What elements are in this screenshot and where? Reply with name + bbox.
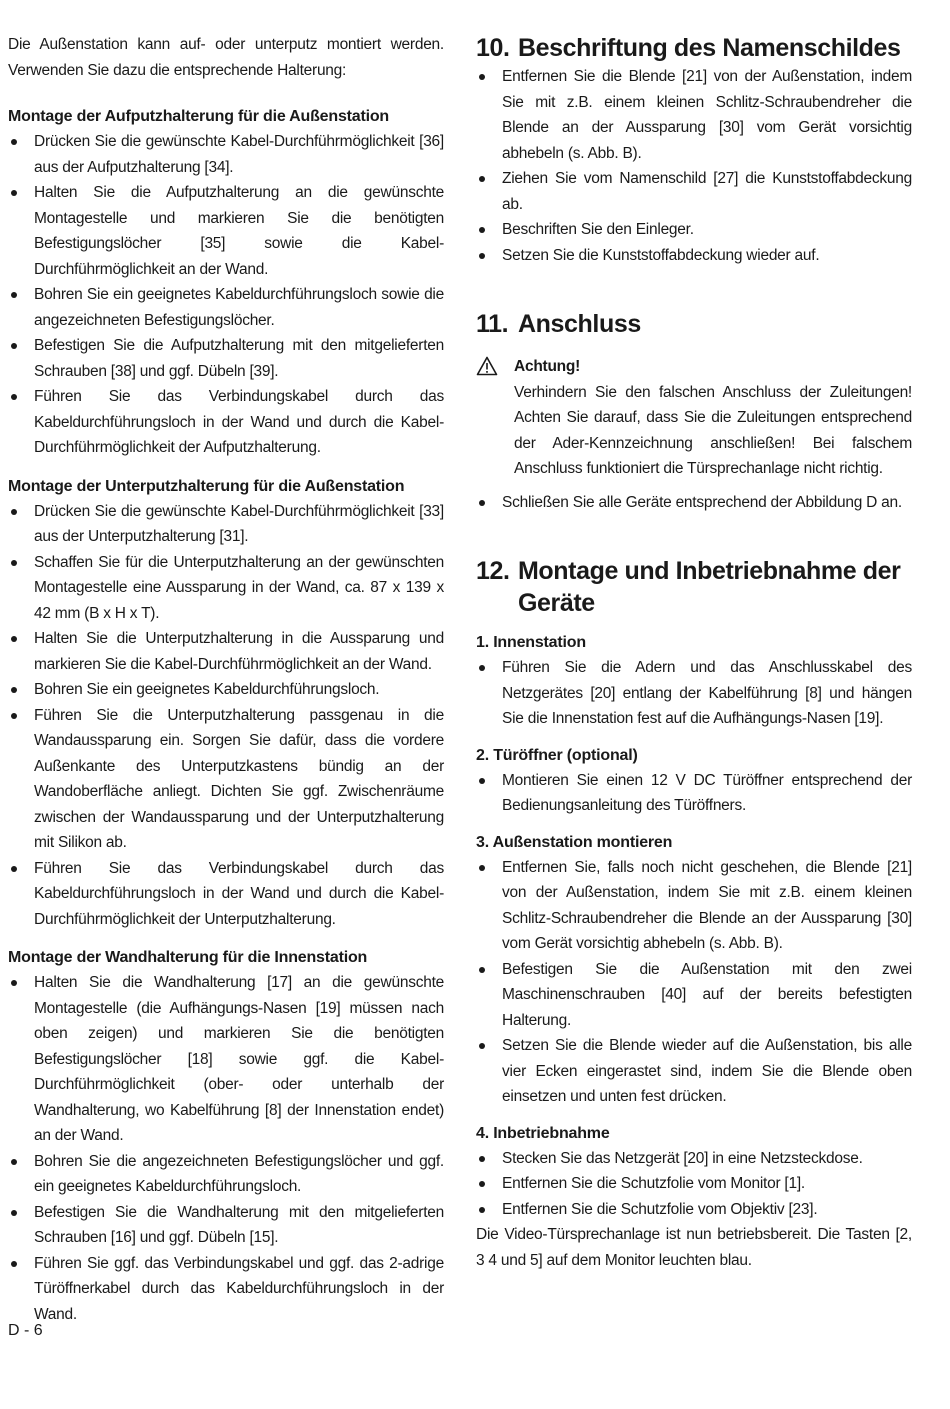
chapter-title: Beschriftung des Namenschildes [518, 34, 901, 62]
list-item: Führen Sie die Adern und das Anschlusskabel des Netzgerätes [20] entlang der Kabelführung [8] und hängen Sie die Innenstation fest auf die Aufhängungs-Nasen [19]. [476, 655, 912, 732]
list-tueroeffner [476, 768, 912, 819]
list-item: Entfernen Sie die Blende [21] von der Außenstation, indem Sie mit z.B. einem kleinen Schlitz-Schraubendreher die Blende an der Aussparung [30] vom Gerät vorsichtig abhebeln (s. Abb. B). [476, 64, 912, 166]
list-namenschild [476, 64, 912, 268]
list-item: Führen Sie das Verbindungskabel durch das Kabeldurchführungsloch in der Wand und durch die Kabel-Durchführmöglichkeit der Unterputzhalterung. [8, 856, 444, 933]
list-item: Bohren Sie ein geeignetes Kabeldurchführungsloch sowie die angezeichneten Befestigungslöcher. [8, 282, 444, 333]
list-item: Schließen Sie alle Geräte entsprechend der Abbildung D an. [476, 490, 912, 516]
subsection-heading-tueroeffner: 2. Türöffner (optional) [476, 746, 638, 764]
warning-box [476, 354, 912, 482]
chapter-number: 11. [476, 310, 509, 338]
section-heading-wandhalterung: Montage der Wandhalterung für die Innenstation [8, 949, 368, 966]
list-item: Befestigen Sie die Aufputzhalterung mit den mitgelieferten Schrauben [38] und ggf. Dübeln [39]. [8, 333, 444, 384]
page-number: D - 6 [8, 1322, 43, 1339]
list-item: Führen Sie das Verbindungskabel durch das Kabeldurchführungsloch in der Wand und durch die Kabel-Durchführmöglichkeit der Aufputzhalterung. [8, 384, 444, 461]
list-item: Beschriften Sie den Einleger. [476, 217, 912, 243]
list-item: Entfernen Sie die Schutzfolie vom Monitor [1]. [476, 1171, 912, 1197]
chapter-title: Montage und Inbetriebnahme der Geräte [518, 557, 901, 617]
list-item: Entfernen Sie, falls noch nicht geschehen, die Blende [21] von der Außenstation, indem Sie mit z.B. einem kleinen Schlitz-Schraubendreher die Blende an der Aussparung [30] vom Gerät vorsichtig abhebeln (s. Abb. B). [476, 855, 912, 957]
list-item: Halten Sie die Unterputzhalterung in die Aussparung und markieren Sie die Kabel-Durchführmöglichkeit an der Wand. [8, 626, 444, 677]
list-item: Bohren Sie ein geeignetes Kabeldurchführungsloch. [8, 677, 444, 703]
list-innenstation [476, 655, 912, 732]
subsection-heading-aussenstation: 3. Außenstation montieren [476, 833, 673, 851]
list-item: Schaffen Sie für die Unterputzhalterung an der gewünschten Montagestelle eine Aussparung in der Wand, ca. 87 x 139 x 42 mm (B x H x T). [8, 550, 444, 627]
chapter-heading-10 [476, 32, 912, 64]
list-item: Entfernen Sie die Schutzfolie vom Objektiv [23]. [476, 1197, 912, 1223]
list-item: Montieren Sie einen 12 V DC Türöffner entsprechend der Bedienungsanleitung des Türöffners. [476, 768, 912, 819]
closing-paragraph: Die Video-Türsprechanlage ist nun betriebsbereit. Die Tasten [2, 3 4 und 5] auf dem Monitor leuchten blau. [476, 1226, 912, 1269]
list-item: Setzen Sie die Kunststoffabdeckung wieder auf. [476, 243, 912, 269]
list-aussenstation [476, 855, 912, 1110]
list-item: Halten Sie die Wandhalterung [17] an die gewünschte Montagestelle (die Aufhängungs-Nasen [19] müssen nach oben zeigen) und markieren Sie die benötigten Befestigungslöcher [18] sowie ggf. die Kabel-Durchführmöglichkeit (ober- oder unterhalb der Wandhalterung, wo Kabelführung [8] der Innenstation endet) an der Wand. [8, 970, 444, 1149]
right-column [476, 32, 912, 1273]
list-item: Befestigen Sie die Wandhalterung mit den mitgelieferten Schrauben [16] und ggf. Dübeln [15]. [8, 1200, 444, 1251]
list-item: Ziehen Sie vom Namenschild [27] die Kunststoffabdeckung ab. [476, 166, 912, 217]
list-aufputz [8, 129, 444, 461]
warning-title: Achtung! [514, 358, 581, 375]
list-item: Bohren Sie die angezeichneten Befestigungslöcher und ggf. ein geeignetes Kabeldurchführungsloch. [8, 1149, 444, 1200]
chapter-heading-12 [476, 555, 912, 619]
chapter-heading-11 [476, 308, 912, 340]
subsection-heading-inbetriebnahme: 4. Inbetriebnahme [476, 1124, 610, 1142]
list-item: Drücken Sie die gewünschte Kabel-Durchführmöglichkeit [36] aus der Aufputzhalterung [34]. [8, 129, 444, 180]
section-heading-unterputz: Montage der Unterputzhalterung für die Außenstation [8, 477, 405, 495]
chapter-title: Anschluss [518, 310, 641, 338]
chapter-number: 12. [476, 557, 510, 585]
list-item: Stecken Sie das Netzgerät [20] in eine Netzsteckdose. [476, 1146, 912, 1172]
warning-triangle-icon [476, 354, 514, 482]
list-unterputz [8, 499, 444, 933]
chapter-number: 10. [476, 34, 510, 62]
list-anschluss [476, 490, 912, 516]
list-item: Drücken Sie die gewünschte Kabel-Durchführmöglichkeit [33] aus der Unterputzhalterung [31]. [8, 499, 444, 550]
subsection-heading-innenstation: 1. Innenstation [476, 634, 586, 651]
list-item: Führen Sie ggf. das Verbindungskabel und ggf. das 2-adrige Türöffnerkabel durch das Kabeldurchführungsloch in der Wand. [8, 1251, 444, 1328]
warning-text: Verhindern Sie den falschen Anschluss der Zuleitungen! Achten Sie darauf, dass Sie die Zuleitungen entsprechend der Ader-Kennzeichnung anschließen! Bei falschem Anschluss funktioniert die Türsprechanlage nicht richtig. [514, 383, 912, 477]
list-item: Halten Sie die Aufputzhalterung an die gewünschte Montagestelle und markieren Sie die benötigten Befestigungslöcher [35] sowie die Kabel-Durchführmöglichkeit an der Wand. [8, 180, 444, 282]
list-item: Führen Sie die Unterputzhalterung passgenau in die Wandaussparung ein. Sorgen Sie dafür, dass die vordere Außenkante des Unterputzkastens bündig an der Wandoberfläche anliegt. Dichten Sie ggf. Zwischenräume zwischen der Wandaussparung und der Unterputzhalterung mit Silikon ab. [8, 703, 444, 856]
list-inbetriebnahme [476, 1146, 912, 1223]
list-item: Setzen Sie die Blende wieder auf die Außenstation, bis alle vier Ecken eingerastet sind, indem Sie die Blende oben einsetzen und unten fest drücken. [476, 1033, 912, 1110]
intro-paragraph: Die Außenstation kann auf- oder unterputz montiert werden. Verwenden Sie dazu die entsprechende Halterung: [8, 36, 444, 79]
left-column [8, 32, 444, 1327]
list-item: Befestigen Sie die Außenstation mit den zwei Maschinenschrauben [40] auf der bereits befestigten Halterung. [476, 957, 912, 1034]
list-wandhalterung [8, 970, 444, 1327]
section-heading-aufputz: Montage der Aufputzhalterung für die Außenstation [8, 108, 389, 125]
